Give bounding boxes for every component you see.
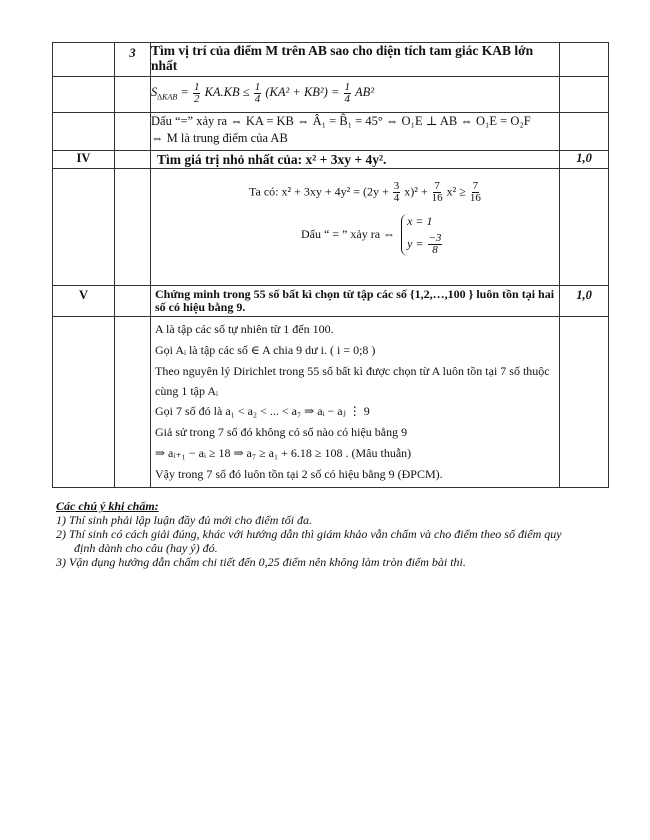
empty-cell <box>53 113 115 151</box>
row-iv-solution <box>53 169 609 286</box>
formula-part: x² ≥ <box>446 184 466 199</box>
proof-line: Giả sử trong 7 số đó không có số nào có hiệu bằng 9 <box>155 425 408 439</box>
question-line: nhất <box>151 58 178 73</box>
empty-cell <box>115 113 151 151</box>
notes-title: Các chú ý khi chấm: <box>56 499 159 513</box>
denominator: 16 <box>469 192 481 204</box>
proof-line: Gọi Aᵢ là tập các số ∈ A chia 9 dư i. ( i = 0;8 ) <box>155 343 376 357</box>
proof-line: Theo nguyên lý Dirichlet trong 55 số bất kì được chọn từ A luôn tồn tại 7 số thuộc cùng 1 tập Aᵢ <box>155 364 550 398</box>
empty-cell <box>53 77 115 113</box>
note-item: 1) Thí sinh phải lập luận đầy đủ mới cho điểm tối đa. <box>56 513 313 527</box>
area-subscript: ∆KAB <box>157 92 178 102</box>
empty-cell <box>115 77 151 113</box>
empty-cell <box>53 169 115 286</box>
system-x: x = 1 <box>407 214 433 228</box>
fraction <box>428 233 443 256</box>
ta-co-line <box>151 181 559 204</box>
row-iv-question <box>53 151 609 169</box>
denominator: 4 <box>254 93 261 105</box>
denominator: 2 <box>193 93 200 105</box>
denominator: 4 <box>393 192 400 204</box>
score-cell <box>560 113 609 151</box>
sub-number: 3 <box>115 43 151 77</box>
numerator: 1 <box>254 81 261 93</box>
note-item: 3) Vận dụng hướng dẫn chấm chi tiết đến 0,25 điểm nên không làm tròn điểm bài thi. <box>56 555 466 569</box>
formula-part: Ta có: x² + 3xy + 4y² = (2y + <box>249 184 389 199</box>
score-cell <box>560 77 609 113</box>
fraction <box>470 181 481 204</box>
proof-line: Vậy trong 7 số đó luôn tồn tại 2 số có hiệu bằng 9 (ĐPCM). <box>155 467 443 481</box>
empty-cell <box>115 169 151 286</box>
system-y <box>407 233 443 256</box>
solution-iv <box>151 169 560 286</box>
score-v: 1,0 <box>560 286 609 317</box>
proof-line: ⇒ aᵢ₊₁ − aᵢ ≥ 18 ⇒ a₇ ≥ a₁ + 6.18 ≥ 108 . (Mâu thuẫn) <box>155 446 412 460</box>
denominator: 4 <box>344 93 351 105</box>
numerator: 7 <box>434 180 440 192</box>
score-cell <box>560 169 609 286</box>
row-v-question <box>53 286 609 317</box>
grading-table <box>52 42 609 488</box>
section-number: IV <box>53 151 115 169</box>
numerator: −3 <box>428 232 442 244</box>
midpoint-line: ⇔ M là trung điểm của AB <box>151 131 288 145</box>
question-iv: Tìm giá trị nhỏ nhất của: x² + 3xy + 4y². <box>151 151 560 169</box>
solution-v <box>151 317 560 488</box>
empty-cell <box>53 317 115 488</box>
note-item: 2) Thí sinh có cách giải đúng, khác với hướng dẫn thì giám khảo vẫn chấm và cho điểm theo số điểm quy <box>56 527 562 541</box>
area-formula <box>151 77 560 113</box>
score-cell <box>560 317 609 488</box>
area-symbol: S <box>151 85 158 100</box>
numerator: 3 <box>393 180 400 192</box>
formula-part: AB² <box>354 85 374 100</box>
grading-notes <box>56 499 616 569</box>
empty-cell <box>115 286 151 317</box>
proof-line: Gọi 7 số đó là a₁ < a₂ < ... < a₇ ⇒ aᵢ − aⱼ ⋮ 9 <box>155 404 370 418</box>
row-v-solution <box>53 317 609 488</box>
equality-line: Dấu “=” xảy ra ⇔ KA = KB ⇔ Â₁ = B̂₁ = 45° ⇔ O₁E ⊥ AB ⇔ O₁E = O₂F <box>151 114 531 128</box>
formula-part: KA.KB ≤ <box>204 85 250 100</box>
formula-part: x)² + <box>404 184 428 199</box>
score-cell <box>560 43 609 77</box>
numerator: 7 <box>472 180 479 192</box>
fraction <box>254 82 262 105</box>
empty-cell <box>53 43 115 77</box>
section-number: V <box>53 286 115 317</box>
fraction <box>193 82 201 105</box>
question-line: Tìm vị trí của điểm M trên AB sao cho diện tích tam giác KAB lớn <box>151 43 534 58</box>
dau-line <box>151 214 559 256</box>
proof-line: A là tập các số tự nhiên từ 1 đến 100. <box>155 322 334 336</box>
numerator: 1 <box>344 81 351 93</box>
fraction <box>432 181 443 204</box>
equality-cell <box>151 113 560 151</box>
row-part3-question <box>53 43 609 77</box>
formula-part: = <box>180 85 189 100</box>
score-iv: 1,0 <box>560 151 609 169</box>
equation-system <box>401 214 443 256</box>
formula-part: (KA² + KB²) = <box>265 85 340 100</box>
fraction <box>393 181 401 204</box>
row-area-formula <box>53 77 609 113</box>
numerator: 1 <box>193 81 200 93</box>
condition-text: Dấu “ = ” xảy ra ⇔ <box>301 226 396 241</box>
question-part3 <box>151 43 560 77</box>
empty-cell <box>115 317 151 488</box>
empty-cell <box>115 151 151 169</box>
row-equality <box>53 113 609 151</box>
fraction <box>344 82 352 105</box>
denominator: 8 <box>432 244 438 256</box>
denominator: 16 <box>431 192 443 204</box>
note-item: định dành cho câu (hay ý) đó. <box>74 541 218 555</box>
formula-line <box>151 81 374 105</box>
question-v: Chứng minh trong 55 số bất kì chọn từ tập các số {1,2,…,100 } luôn tồn tại hai số có hiệu bằng 9. <box>151 286 560 317</box>
system-y-label: y = <box>407 236 424 251</box>
